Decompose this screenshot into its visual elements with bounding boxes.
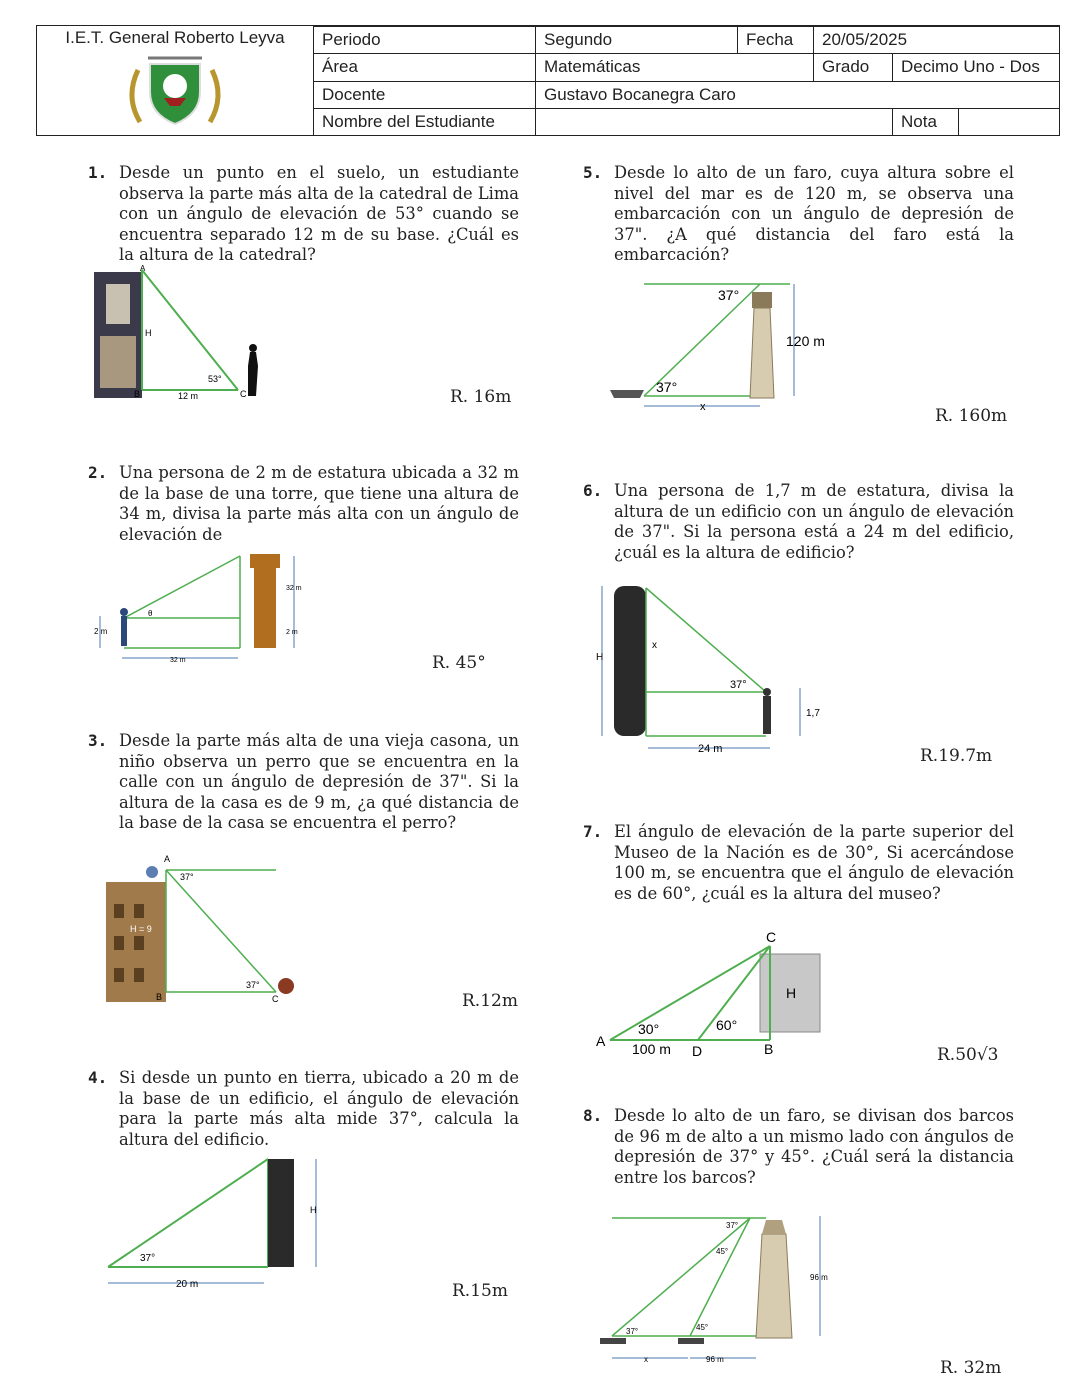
lighthouse-image <box>756 1234 792 1338</box>
problem-text: Desde la parte más alta de una vieja casona, un niño observa un perro que se encuentra en la calle con un ángulo de depresión de 37". Si la altura de la casa es de 9 m, ¿a qué distancia de la base de la casa se encuentra el perro? <box>119 731 519 833</box>
label-angle-top: 37° <box>718 287 740 303</box>
label-c: C <box>240 389 247 399</box>
label-b: B <box>134 389 141 399</box>
label-theta: θ <box>148 609 153 618</box>
grado-label: Grado <box>813 53 893 81</box>
figure-4-building-triangle <box>100 1155 330 1295</box>
person-figure <box>763 696 771 734</box>
problem-text: Una persona de 2 m de estatura ubicada a 32 m de la base de una torre, que tiene una altura de 34 m, divisa la parte más alta con un ángulo de elevación de <box>119 463 519 544</box>
label-angle-top-45: 45° <box>716 1247 729 1256</box>
label-h9: H = 9 <box>130 924 152 934</box>
label-h: H <box>596 652 604 663</box>
periodo-label: Periodo <box>313 26 536 54</box>
label-x: x <box>700 401 706 413</box>
label-h: H <box>786 985 797 1001</box>
label-height: 120 m <box>786 333 825 349</box>
figure-7-museum-triangles <box>590 928 830 1063</box>
dog-figure <box>278 978 294 994</box>
periodo-value: Segundo <box>535 26 737 54</box>
problem-text: Si desde un punto en tierra, ubicado a 20 m de la base de un edificio, el ángulo de elevación para la parte más alta mide 37°, calcula la altura del edificio. <box>119 1068 519 1149</box>
tower-image <box>254 554 276 648</box>
label-angle-a: 30° <box>638 1021 660 1037</box>
problem-3 <box>88 731 519 834</box>
label-angle-bottom: 37° <box>246 980 260 990</box>
building-image <box>268 1159 294 1267</box>
label-x: x <box>644 1355 648 1364</box>
problem-number: 2. <box>88 463 108 482</box>
lighthouse-image <box>750 308 774 398</box>
problem-text: Desde un punto en el suelo, un estudiante observa la parte más alta de la catedral de Lima con un ángulo de elevación de 53° cuando se encuentra separado 12 m de su base. ¿Cuál es la altura de la catedral? <box>119 163 519 265</box>
problem-8 <box>583 1106 1014 1188</box>
label-dist: 100 m <box>632 1041 671 1057</box>
label-angle-top: 37° <box>180 872 194 882</box>
problem-5 <box>583 163 1014 266</box>
label-angle: 37° <box>140 1253 156 1264</box>
problem-number: 7. <box>583 822 603 841</box>
label-base: 96 m <box>706 1355 724 1364</box>
problem-text: El ángulo de elevación de la parte superior del Museo de la Nación es de 30°, Si acercándose 100 m, se encuentra que el ángulo de elevación es de 60°, ¿cuál es la altura del museo? <box>614 822 1014 903</box>
problem-number: 6. <box>583 481 603 500</box>
label-base: 20 m <box>176 1279 199 1290</box>
problem-text: Una persona de 1,7 m de estatura, divisa la altura de un edificio con un ángulo de elevación de 37". Si la persona está a 24 m del edificio, ¿cuál es la altura de edificio? <box>614 481 1014 562</box>
label-angle-top-37: 37° <box>726 1221 739 1230</box>
docente-value: Gustavo Bocanegra Caro <box>535 81 1059 109</box>
answer-7: R.50√3 <box>937 1045 999 1065</box>
label-x: x <box>652 640 657 651</box>
figure-8-lighthouse-two-boats <box>590 1210 840 1370</box>
fecha-label: Fecha <box>737 26 814 54</box>
label-base: 12 m <box>178 391 199 401</box>
problem-number: 4. <box>88 1068 108 1087</box>
label-person-height: 2 m <box>94 627 108 636</box>
label-angle-b1: 37° <box>626 1327 639 1336</box>
label-c: C <box>766 929 777 945</box>
boat-1 <box>600 1338 626 1344</box>
figure-3-house-triangle <box>90 852 310 1008</box>
problem-2 <box>88 463 519 545</box>
label-base: 32 m <box>170 657 186 664</box>
person-figure <box>121 616 127 646</box>
problem-4 <box>88 1068 519 1150</box>
school-crest-logo <box>120 52 230 132</box>
label-height: 96 m <box>810 1273 828 1282</box>
problem-7 <box>583 822 1014 904</box>
label-person: 1,7 <box>806 708 820 719</box>
school-cell <box>37 26 313 134</box>
area-label: Área <box>313 53 536 81</box>
problem-text: Desde lo alto de un faro, cuya altura sobre el nivel del mar es de 120 m, se observa una embarcación con un ángulo de depresión de 37". ¿A qué distancia del faro está la embarcación? <box>614 163 1014 265</box>
answer-4: R.15m <box>452 1281 508 1301</box>
label-base: 24 m <box>698 743 723 755</box>
problem-number: 5. <box>583 163 603 182</box>
figure-5-lighthouse-triangle <box>600 278 840 418</box>
problem-number: 8. <box>583 1106 603 1125</box>
student-figure <box>248 352 258 396</box>
label-angle: 37° <box>730 679 747 691</box>
answer-5: R. 160m <box>935 406 1008 426</box>
label-h: H <box>310 1205 317 1215</box>
child-figure <box>146 866 158 878</box>
label-angle-d: 60° <box>716 1017 738 1033</box>
problem-1 <box>88 163 519 266</box>
docente-label: Docente <box>313 81 536 109</box>
answer-6: R.19.7m <box>920 746 993 766</box>
label-angle-b2: 45° <box>696 1323 709 1332</box>
estudiante-label: Nombre del Estudiante <box>313 108 536 135</box>
figure-1-cathedral-triangle <box>90 266 280 406</box>
answer-2: R. 45° <box>432 653 486 673</box>
label-lower: 2 m <box>286 629 298 636</box>
label-b: B <box>156 992 163 1002</box>
label-angle: 53° <box>208 374 222 384</box>
problem-text: Desde lo alto de un faro, se divisan dos barcos de 96 m de alto a un mismo lado con ángulos de depresión de 37° y 45°. ¿Cuál será la distancia entre los barcos? <box>614 1106 1014 1187</box>
answer-3: R.12m <box>462 991 518 1011</box>
figure-2-tower-triangle <box>90 550 310 670</box>
label-a: A <box>140 264 146 273</box>
fecha-value: 20/05/2025 <box>813 26 1059 54</box>
label-h: H <box>145 328 152 338</box>
label-c: C <box>272 994 279 1004</box>
header-table <box>36 25 1060 136</box>
boat-2 <box>678 1338 704 1344</box>
building-image <box>614 586 646 736</box>
area-value: Matemáticas <box>535 53 813 81</box>
answer-8: R. 32m <box>940 1358 1002 1378</box>
nota-field[interactable] <box>958 108 1059 135</box>
grado-value: Decimo Uno - Dos <box>892 53 1059 81</box>
answer-1: R. 16m <box>450 387 512 407</box>
label-b: B <box>764 1041 774 1057</box>
problem-6 <box>583 481 1014 563</box>
school-name: I.E.T. General Roberto Leyva <box>65 28 285 47</box>
figure-6-building-triangle <box>590 582 830 762</box>
label-a: A <box>596 1033 606 1049</box>
label-a: A <box>164 854 171 864</box>
nota-label: Nota <box>892 108 959 135</box>
label-d: D <box>692 1043 703 1059</box>
label-angle-bottom: 37° <box>656 379 678 395</box>
problem-number: 3. <box>88 731 108 750</box>
problem-number: 1. <box>88 163 108 182</box>
label-upper: 32 m <box>286 585 302 592</box>
boat-image <box>610 390 644 398</box>
estudiante-field[interactable] <box>535 108 892 135</box>
